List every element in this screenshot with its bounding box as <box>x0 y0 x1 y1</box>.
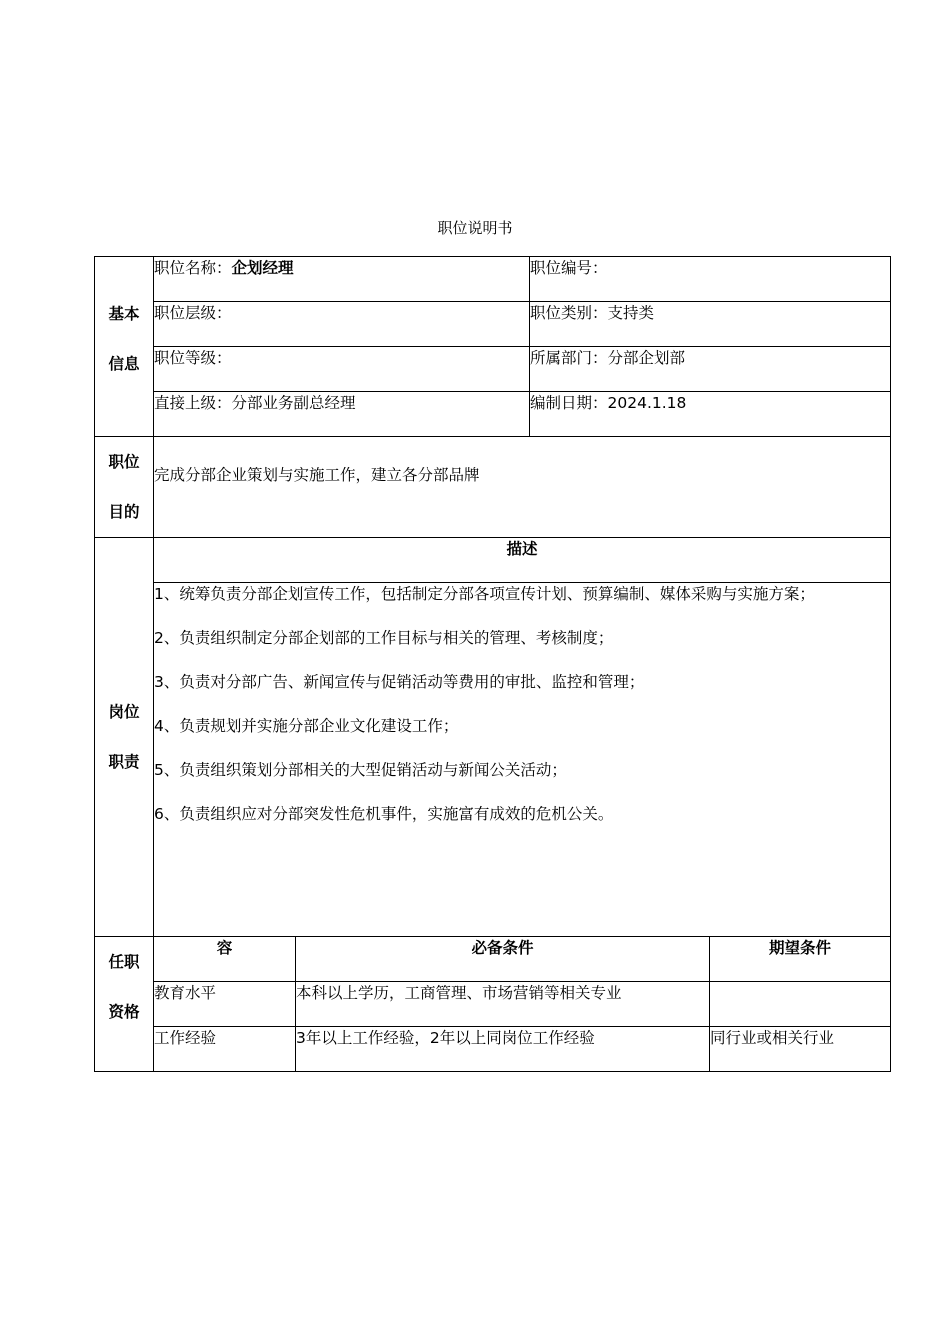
qual-preferred <box>710 982 891 1027</box>
responsibility-item: 5、负责组织策划分部相关的大型促销活动与新闻公关活动； <box>154 761 567 779</box>
compile-date-cell <box>530 392 891 437</box>
purpose-label: 职位 目的 <box>95 437 154 538</box>
direct-supervisor-cell <box>154 392 530 437</box>
compile-date: 编制日期：2024.1.18 <box>530 394 687 412</box>
responsibility-item: 4、负责规划并实施分部企业文化建设工作； <box>154 717 459 735</box>
qual-header-required: 必备条件 <box>296 937 710 982</box>
position-level-label: 职位层级： <box>154 304 232 322</box>
position-level-cell <box>154 302 530 347</box>
position-code-label: 职位编号： <box>530 259 608 277</box>
purpose-text: 完成分部企业策划与实施工作，建立各分部品牌 <box>154 437 891 538</box>
position-category-cell <box>530 302 891 347</box>
position-category: 职位类别：支持类 <box>530 304 655 322</box>
department-cell <box>530 347 891 392</box>
qual-required: 3年以上工作经验，2年以上同岗位工作经验 <box>296 1027 710 1072</box>
responsibility-item: 6、负责组织应对分部突发性危机事件，实施富有成效的危机公关。 <box>154 805 614 823</box>
responsibility-item: 1、统筹负责分部企划宣传工作，包括制定分部各项宣传计划、预算编制、媒体采购与实施方案； <box>154 585 815 603</box>
qual-header-preferred: 期望条件 <box>710 937 891 982</box>
qual-item: 教育水平 <box>154 982 296 1027</box>
position-name-value: 企划经理 <box>231 259 294 277</box>
qual-item: 工作经验 <box>154 1027 296 1072</box>
job-description-table <box>94 256 891 1072</box>
direct-supervisor: 直接上级：分部业务副总经理 <box>154 394 356 412</box>
position-grade-cell <box>154 347 530 392</box>
department: 所属部门：分部企划部 <box>530 349 686 367</box>
basic-info-label: 基本 信息 <box>95 257 154 437</box>
table-row <box>95 982 891 1027</box>
qual-required: 本科以上学历，工商管理、市场营销等相关专业 <box>296 982 710 1027</box>
responsibilities-list <box>154 583 891 937</box>
responsibility-item: 2、负责组织制定分部企划部的工作目标与相关的管理、考核制度； <box>154 629 614 647</box>
responsibilities-header: 描述 <box>154 538 891 583</box>
position-grade-label: 职位等级： <box>154 349 232 367</box>
qual-preferred: 同行业或相关行业 <box>710 1027 891 1072</box>
qualifications-label: 任职 资格 <box>95 937 154 1072</box>
responsibilities-label: 岗位 职责 <box>95 538 154 937</box>
responsibility-item: 3、负责对分部广告、新闻宣传与促销活动等费用的审批、监控和管理； <box>154 673 645 691</box>
table-row <box>95 1027 891 1072</box>
position-code-cell <box>530 257 891 302</box>
position-name-label: 职位名称： <box>154 259 232 277</box>
position-name-cell <box>154 257 530 302</box>
qual-header-item: 容 <box>154 937 296 982</box>
document-title: 职位说明书 <box>437 219 513 237</box>
